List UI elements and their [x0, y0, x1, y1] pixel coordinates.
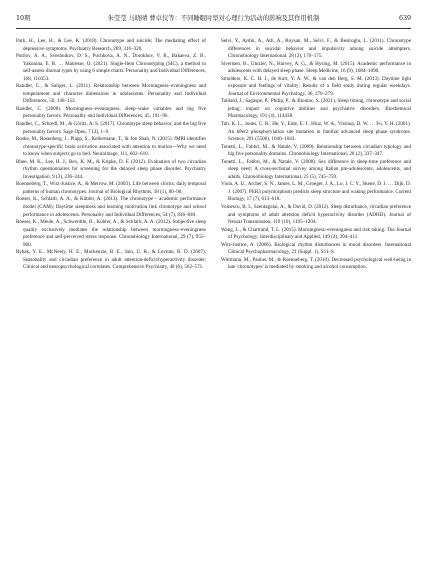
reference-entry: Viola, A. U., Archer, S. N., James, L. M., Groeger, J. A., Lo, J. C. Y., Skene, D. J. … Dijk, D. J. (2007). PER3 polymorphism predicts sleep structure and waking performance. Current Biology, 17 (7), 613–618. [221, 181, 411, 203]
reference-entry: Toh, K. L., Jones, C. R., He, Y., Eide, E. J., Hinz, W. A., Virshup, D. W. … Fu, Y. H. (2001). An hPer2 phosphorylation site mutation in familial advanced sleep phase syndrome. Science, 291 (5506), 1040–1043. [221, 121, 411, 143]
reference-entry: Randler, C. (2008). Morningness–eveningness, sleep–wake variables and big five personality factors. Personality and Individual Differences, 45, 191–96. [16, 105, 206, 120]
reference-entry: Roske, M., Rosenberg, J., Plapp, S., Kellermann, T., & Jon Shah, N. (2015). fMRI identifies chronotype-specific brain activation associated with attention to motion—Why we need to know when subjects go to bed. Neuroimage, 111, 602–610. [16, 136, 206, 158]
reference-entry: Smolders, K. C. H. J., de Kort, Y. A. W., & van den Berg, S. M. (2013). Daytime light exposure and feelings of vitality; Results of a field study during regular weekdays. Journal of Environmental Psychology, 36, 270–279. [221, 75, 411, 97]
reference-entry: Randler, C., & Saliger, L. (2011). Relationship between Morningness–eveningness and temperament and character dimensions in adolescents. Personality and Individual Differences, 50, 148–152. [16, 83, 206, 105]
reference-entry: Roeser, K., Meule, A., Schwerdtle, B., Kübler, A., & Schlarb, A. A. (2012). Subjective sleep quality exclusively mediates the relationship between morningness–eveningness preference and self-perceived stress response. Chronobiology International, 29 (7), 955–960. [16, 219, 206, 248]
reference-entry: Tonetti, L., Fabbri, M., & Natale, V. (2008). Sex difference in sleep-time preference and sleep need; A cross-sectional survey among Italian pre-adolescents, adolescents, and adults. Chronobiology International, 25 (5), 745–759. [221, 158, 411, 180]
page-number: 639 [398, 15, 411, 22]
reference-entry: Rhee, M. K., Lee, H. J., Rex, K. M., & Kripke, D. F. (2012). Evaluation of two circadian rhythm questionnaires for screening for the delayed sleep phase disorder. Psychiatry Investigation, 9 (3), 236–244. [16, 158, 206, 180]
running-header [16, 12, 411, 26]
reference-entry: Voinescu, B. I., Szentagotai, A., & David, D. (2012). Sleep disturbance, circadian preference and symptoms of adult attention deficit hyperactivity disorder (ADHD). Journal of Neural Transmission, 119 (10), 1195–1204. [221, 204, 411, 226]
references-body [16, 38, 411, 568]
header-rule [16, 28, 411, 29]
reference-entry: Selvi, Y., Aydin, A., Atli, A., Boysan, M., Selvi, F., & Besiroglu, L. (2011). Chronotype differences in suicidal behavior and impulsivity among suicide attempters. Chronobiology International, 28 (2), 170–175. [221, 38, 411, 60]
reference-entry: Randler, C., Schredl, M., & Göritz, A. S. (2017). Chronotype sleep behavior, and the big five personality factors. Sage Open, 7 (3), 1–9. [16, 121, 206, 135]
issue-label: 10期 [16, 15, 31, 22]
reference-entry: Sivertsen, B., Glozier, N., Harvey, A. G., & Hysing, M. (2015). Academic performance in adolescents with delayed sleep phase. Sleep Medicine, 16 (9), 1084–1090. [221, 60, 411, 75]
reference-entry: Park, H., Lee, H., & Lee, K. (2018). Chronotype and suicide; The mediating effect of depressive symptoms. Psychiatry Research, 269, 316–320. [16, 38, 206, 52]
reference-entry: Wirz-Justice, A. (2006). Biological rhythm disturbances in mood disorders. International Clinical Psychopharmacology, 21 (Suppl. 1), S11–S. [221, 241, 411, 256]
running-title: 朱莹莹 马晓晴 曹卓仪等：不同睡眠时型对心理行为活动的影响及其作用机制 [107, 15, 320, 22]
left-column [16, 38, 206, 568]
reference-entry: Roenneberg, T., Wirz-Justice, A., & Merrow, M. (2003). Life between clocks; daily temporal patterns of human chronotypes. Journal of Biological Rhythms, 18 (1), 80–90. [16, 181, 206, 195]
reference-entry: Putilov, A. A., Sveshnikov, D. S., Puchkova, A. N., Dorokhov, V. B., Bakaeva, Z. B., Yakunina, E. B. … Mairesse, O. (2021). Single-Item Chronotyping (SIC), a method to self-assess diurnal types by using 6 simple charts. Personality and Individual Differences, 168, 110353. [16, 53, 206, 82]
reference-entry: Taillard, J., Sagaspe, P., Philip, P., & Bioulac, S. (2021). Sleep timing, chronotype and social jetlag; impact on cognitive abilities and psychiatric disorders. Biochemical Pharmacology, 191 (4), 114438. [221, 98, 411, 120]
reference-entry: Tonetti, L., Fabbri, M., & Natale, V. (2009). Relationship between circadian typology and big five personality domains. Chronobiology International, 26 (2), 337–347. [221, 143, 411, 158]
reference-entry: Roeser, K., Schlarb, A. A., & Kübler, A. (2013). The chronotype – academic performance model (CAM); Daytime sleepiness and learning motivation link chronotype and school performance in adolescents. Personality and Individual Differences, 54 (7), 836–840. [16, 196, 206, 218]
right-column [221, 38, 411, 568]
reference-entry: Rybak, Y. E., McNeely, H. E., Mackenzie, B. E., Jain, U. R., & Levitan, R. D. (2007). Seasonality and circadian preference in adult attention-deficit/hyperactivity disorder; Clinical and neuropsychological correlates. Comprehensive Psychiatry, 48 (6), 562–571. [16, 249, 206, 271]
reference-entry: Wittmann, M., Paulus, M., & Roenneberg, T. (2010). Decreased psychological well-being in late 'chronotypes' is mediated by smoking and alcohol consumption. [221, 256, 411, 271]
reference-entry: Wang, L., & Chartrand, T. L. (2015). Morningness–eveningness and risk taking. The Journal of Psychology; Interdisciplinary and Applied, 149 (4), 394–411. [221, 226, 411, 241]
